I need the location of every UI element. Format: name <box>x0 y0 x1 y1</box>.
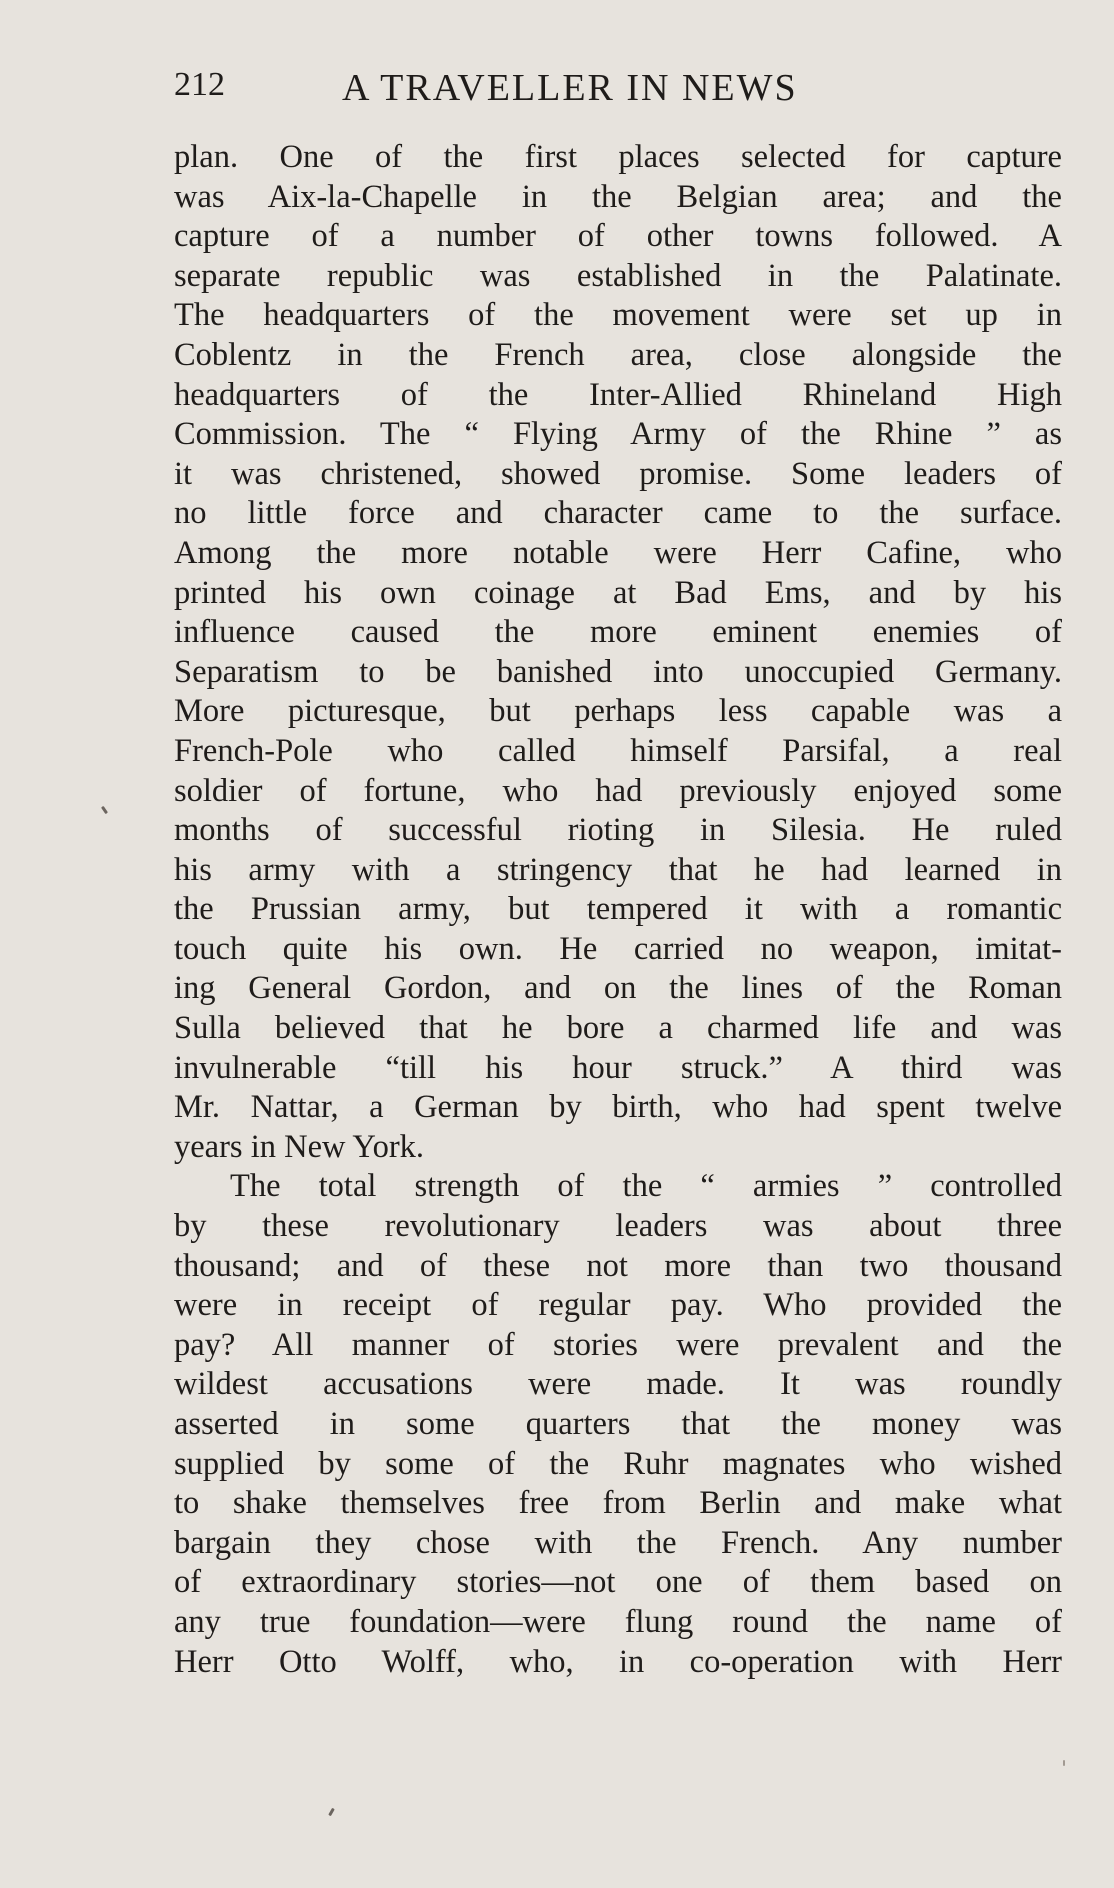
text-line: plan. One of the first places selected for capture <box>174 139 1062 175</box>
text-line: touch quite his own. He carried no weapon, imitat- <box>174 930 1062 967</box>
text-line: Herr Otto Wolff, who, in co-operation with Herr <box>174 1643 1062 1680</box>
text-line: wildest accusations were made. It was roundly <box>174 1366 1062 1403</box>
text-line: capture of a number of other towns followed. A <box>174 218 1062 255</box>
ink-speck <box>328 1808 335 1816</box>
running-title: A TRAVELLER IN NEWS <box>342 67 798 109</box>
text-line: of extraordinary stories—not one of them based on <box>174 1564 1062 1601</box>
text-line: Sulla believed that he bore a charmed life and was <box>174 1010 1062 1047</box>
text-line: The headquarters of the movement were set up in <box>174 297 1062 334</box>
text-line: by these revolutionary leaders was about three <box>174 1208 1062 1245</box>
ink-speck <box>101 806 108 814</box>
text-line: French-Pole who called himself Parsifal, a real <box>174 732 1062 769</box>
text-line: the Prussian army, but tempered it with a romantic <box>174 891 1062 928</box>
text-line: no little force and character came to the surface. <box>174 495 1062 532</box>
page-header <box>174 66 1062 114</box>
ink-speck <box>1063 1760 1065 1766</box>
text-line: The total strength of the “ armies ” controlled <box>230 1168 1062 1205</box>
text-line: thousand; and of these not more than two thousand <box>174 1247 1062 1284</box>
text-line: separate republic was established in the Palatinate. <box>174 257 1062 294</box>
text-line: Commission. The “ Flying Army of the Rhine ” as <box>174 416 1062 453</box>
text-line: supplied by some of the Ruhr magnates who wished <box>174 1445 1062 1482</box>
text-line: Coblentz in the French area, close alongside the <box>174 336 1062 373</box>
text-line: influence caused the more eminent enemies of <box>174 614 1062 651</box>
body-text <box>174 138 1062 1682</box>
text-line: invulnerable “till his hour struck.” A third was <box>174 1049 1062 1086</box>
text-line: More picturesque, but perhaps less capable was a <box>174 693 1062 730</box>
text-line: his army with a stringency that he had learned in <box>174 851 1062 888</box>
text-line: Mr. Nattar, a German by birth, who had spent twelve <box>174 1089 1062 1126</box>
text-line: any true foundation—were flung round the name of <box>174 1603 1062 1640</box>
text-line: bargain they chose with the French. Any number <box>174 1524 1062 1561</box>
text-line: Separatism to be banished into unoccupied Germany. <box>174 653 1062 690</box>
text-line: ing General Gordon, and on the lines of the Roman <box>174 970 1062 1007</box>
text-line: to shake themselves free from Berlin and make what <box>174 1485 1062 1522</box>
text-line: asserted in some quarters that the money was <box>174 1406 1062 1442</box>
text-line: was Aix-la-Chapelle in the Belgian area; and the <box>174 178 1062 215</box>
text-line: Among the more notable were Herr Cafine, who <box>174 534 1062 571</box>
text-line: soldier of fortune, who had previously enjoyed some <box>174 772 1062 809</box>
text-line: printed his own coinage at Bad Ems, and by his <box>174 574 1062 611</box>
text-line: pay? All manner of stories were prevalent and the <box>174 1326 1062 1363</box>
text-line: headquarters of the Inter-Allied Rhineland High <box>174 376 1062 413</box>
text-line: months of successful rioting in Silesia. He ruled <box>174 812 1062 849</box>
text-line: it was christened, showed promise. Some leaders of <box>174 455 1062 492</box>
text-line: years in New York. <box>174 1128 425 1165</box>
page-number: 212 <box>174 66 225 103</box>
text-line: were in receipt of regular pay. Who provided the <box>174 1287 1062 1324</box>
